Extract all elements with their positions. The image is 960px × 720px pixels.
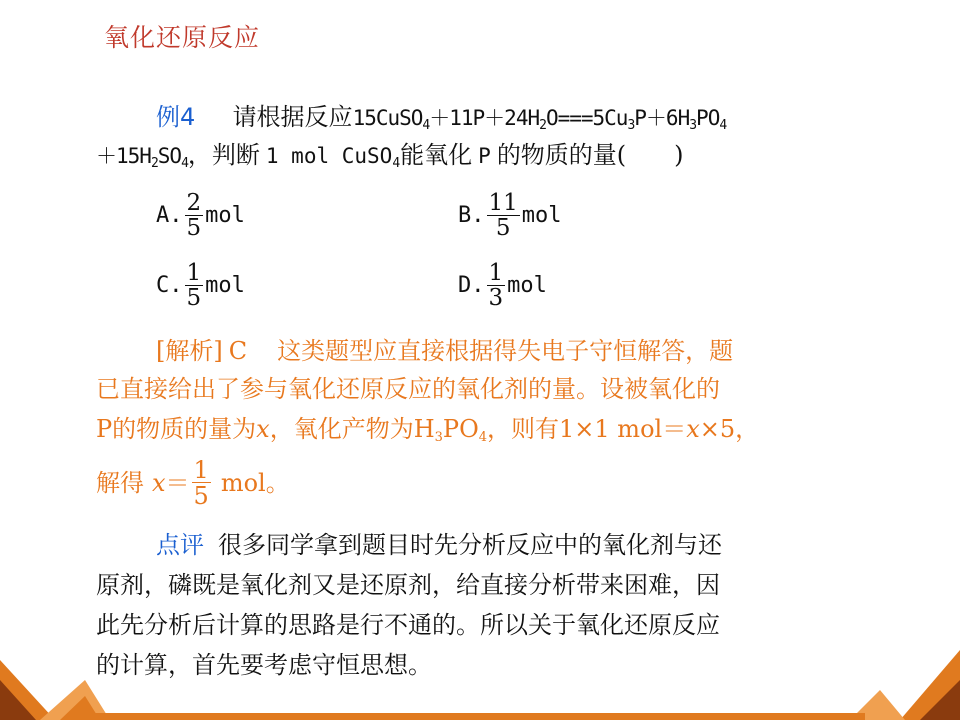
analysis-line-1: [解析] C 这类题型应直接根据得失电子守恒解答，题 bbox=[156, 337, 734, 365]
analysis-line-3: P的物质的量为x，氧化产物为$H_3PO_4$，则有1×1 mol＝x×5， bbox=[96, 415, 760, 445]
analysis-line-2: 已直接给出了参与氧化还原反应的氧化剂的量。设被氧化的 bbox=[96, 375, 720, 403]
comment-line-2: 原剂，磷既是氧化剂又是还原剂，给直接分析带来困难，因 bbox=[96, 571, 720, 599]
analysis-line-4: 解得 x＝ $\frac{1}{5}$ mol。 bbox=[96, 456, 290, 510]
question-text: ，判断 bbox=[187, 141, 260, 169]
fraction: $\frac{1}{3}$ bbox=[488, 260, 504, 311]
bottom-bar bbox=[95, 713, 865, 720]
analysis-answer: C bbox=[228, 337, 248, 365]
equation-part-2: $+15H_2SO_4$ bbox=[96, 144, 188, 171]
slide-title: 氧化还原反应 bbox=[104, 23, 261, 52]
fraction: $\frac{2}{5}$ bbox=[186, 190, 202, 241]
option-d: D. $\frac{1}{3}$ mol bbox=[458, 260, 547, 311]
question-blank: 的物质的量( ) bbox=[496, 141, 684, 169]
question-intro: 请根据反应 bbox=[232, 103, 353, 131]
question-line-2: $+15H_2SO_4$，判断 1 mol CuSO$_4$能氧化 P 的物质的量( ) bbox=[96, 141, 684, 171]
option-c: C. $\frac{1}{5}$ mol bbox=[156, 260, 245, 311]
comment-line-3: 此先分析后计算的思路是行不通的。所以关于氧化还原反应 bbox=[96, 611, 720, 639]
comment-line-4: 的计算，首先要考虑守恒思想。 bbox=[96, 651, 432, 679]
example-label: 例4 bbox=[156, 103, 196, 131]
comment-label: 点评 bbox=[156, 531, 204, 559]
option-a: A. $\frac{2}{5}$ mol bbox=[156, 190, 245, 241]
question-amount: 1 mol CuSO$_4$ bbox=[265, 144, 401, 171]
fraction: $\frac{1}{5}$ bbox=[186, 260, 202, 311]
decor-corner-left bbox=[0, 640, 110, 720]
equation-part-1: $15CuSO_4+11P+24H_2O===5Cu_3P+6H_3PO_4$ bbox=[352, 106, 727, 133]
question-line-1 bbox=[156, 102, 726, 133]
fraction: $\frac{1}{5}$ bbox=[193, 456, 209, 510]
fraction: $\frac{11}{5}$ bbox=[488, 190, 518, 241]
option-b: B. $\frac{11}{5}$ mol bbox=[458, 190, 562, 241]
comment-line-1: 点评 很多同学拿到题目时先分析反应中的氧化剂与还 bbox=[156, 531, 722, 559]
decor-corner-right bbox=[850, 640, 960, 720]
analysis-label: [解析] bbox=[156, 337, 223, 365]
